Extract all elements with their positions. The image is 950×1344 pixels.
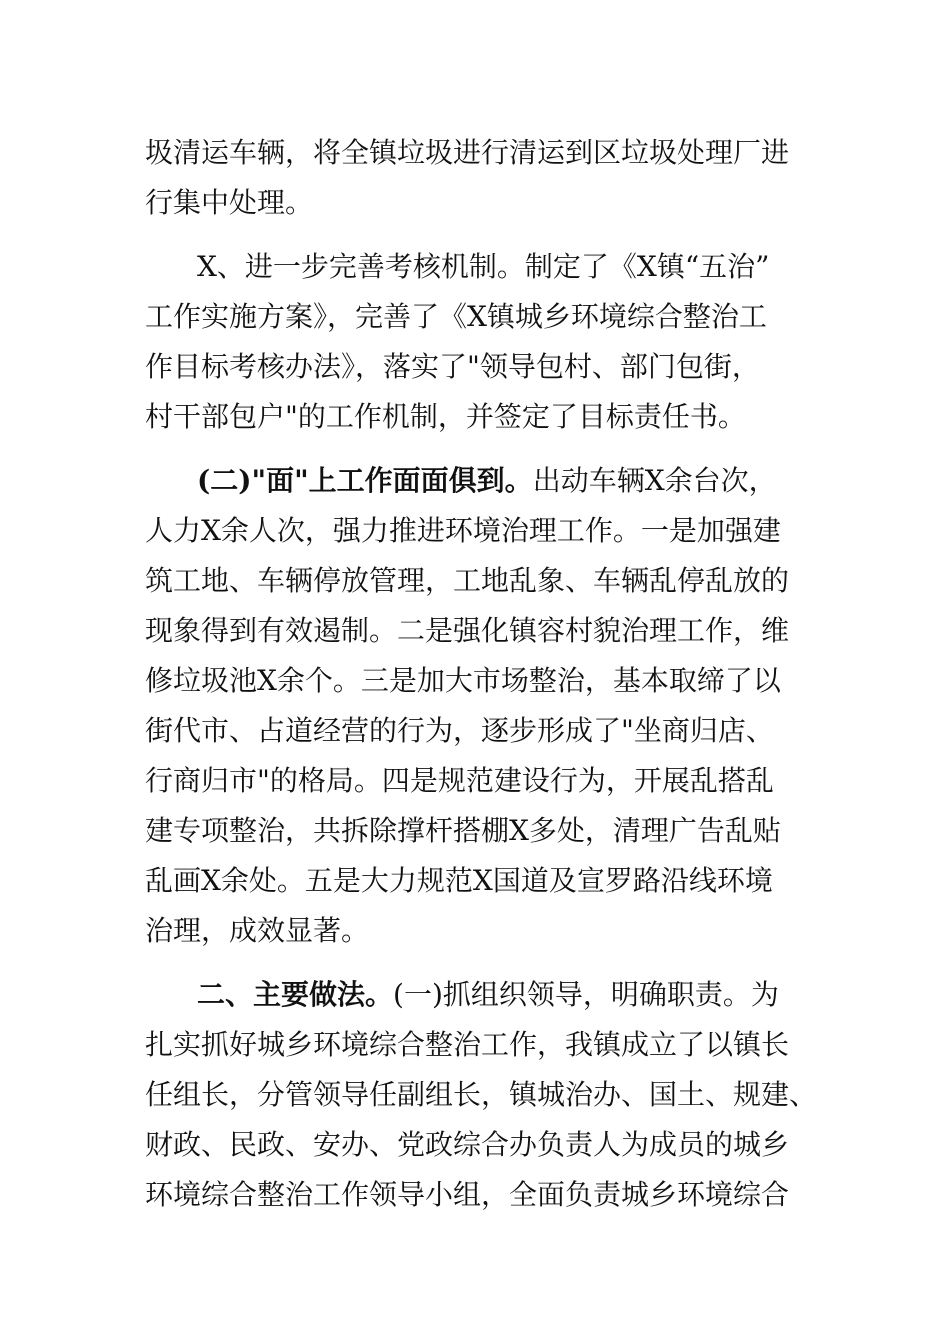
paragraph-4	[145, 970, 845, 1220]
paragraph-text: (一)抓组织领导，明确职责。为	[393, 978, 779, 1011]
paragraph-line: 修垃圾池X余个。三是加大市场整治，基本取缔了以	[145, 664, 781, 697]
paragraph-line: 治理，成效显著。	[145, 914, 370, 947]
paragraph-line: 行集中处理。	[145, 186, 314, 219]
paragraph-line: 筑工地、车辆停放管理，工地乱象、车辆乱停乱放的	[145, 564, 790, 597]
section-heading: (二)"面"上工作面面俱到。	[197, 464, 533, 497]
paragraph-1	[145, 128, 845, 228]
paragraph-line: 任组长，分管领导任副组长，镇城治办、国土、规建、	[145, 1078, 818, 1111]
paragraph-line: 村干部包户"的工作机制，并签定了目标责任书。	[145, 400, 746, 433]
paragraph-line: 圾清运车辆，将全镇垃圾进行清运到区垃圾处理厂进	[145, 136, 790, 169]
paragraph-line: 现象得到有效遏制。二是强化镇容村貌治理工作，维	[145, 614, 790, 647]
paragraph-text: 出动车辆X余台次，	[532, 464, 777, 497]
paragraph-line: 建专项整治，共拆除撑杆搭棚X多处，清理广告乱贴	[145, 814, 781, 847]
paragraph-first-line	[145, 970, 845, 1020]
paragraph-line: 作目标考核办法》，落实了"领导包村、部门包街，	[145, 350, 760, 383]
paragraph-line: 行商归市"的格局。四是规范建设行为，开展乱搭乱	[145, 764, 774, 797]
paragraph-line: 街代市、占道经营的行为，逐步形成了"坐商归店、	[145, 714, 774, 747]
paragraph-line: 扎实抓好城乡环境综合整治工作，我镇成立了以镇长	[145, 1028, 790, 1061]
section-heading: 二、主要做法。	[197, 978, 394, 1011]
paragraph-3	[145, 456, 845, 956]
paragraph-line: 环境综合整治工作领导小组，全面负责城乡环境综合	[145, 1178, 790, 1211]
paragraph-2	[145, 242, 845, 442]
paragraph-line: 财政、民政、安办、党政综合办负责人为成员的城乡	[145, 1128, 790, 1161]
paragraph-line: X、进一步完善考核机制。制定了《X镇“五治”	[197, 250, 770, 283]
paragraph-line: 人力X余人次，强力推进环境治理工作。一是加强建	[145, 514, 781, 547]
document-body	[145, 128, 845, 1220]
paragraph-line: 工作实施方案》，完善了《X镇城乡环境综合整治工	[145, 300, 767, 333]
paragraph-line: 乱画X余处。五是大力规范X国道及宣罗路沿线环境	[145, 864, 773, 897]
paragraph-first-line	[145, 456, 845, 506]
